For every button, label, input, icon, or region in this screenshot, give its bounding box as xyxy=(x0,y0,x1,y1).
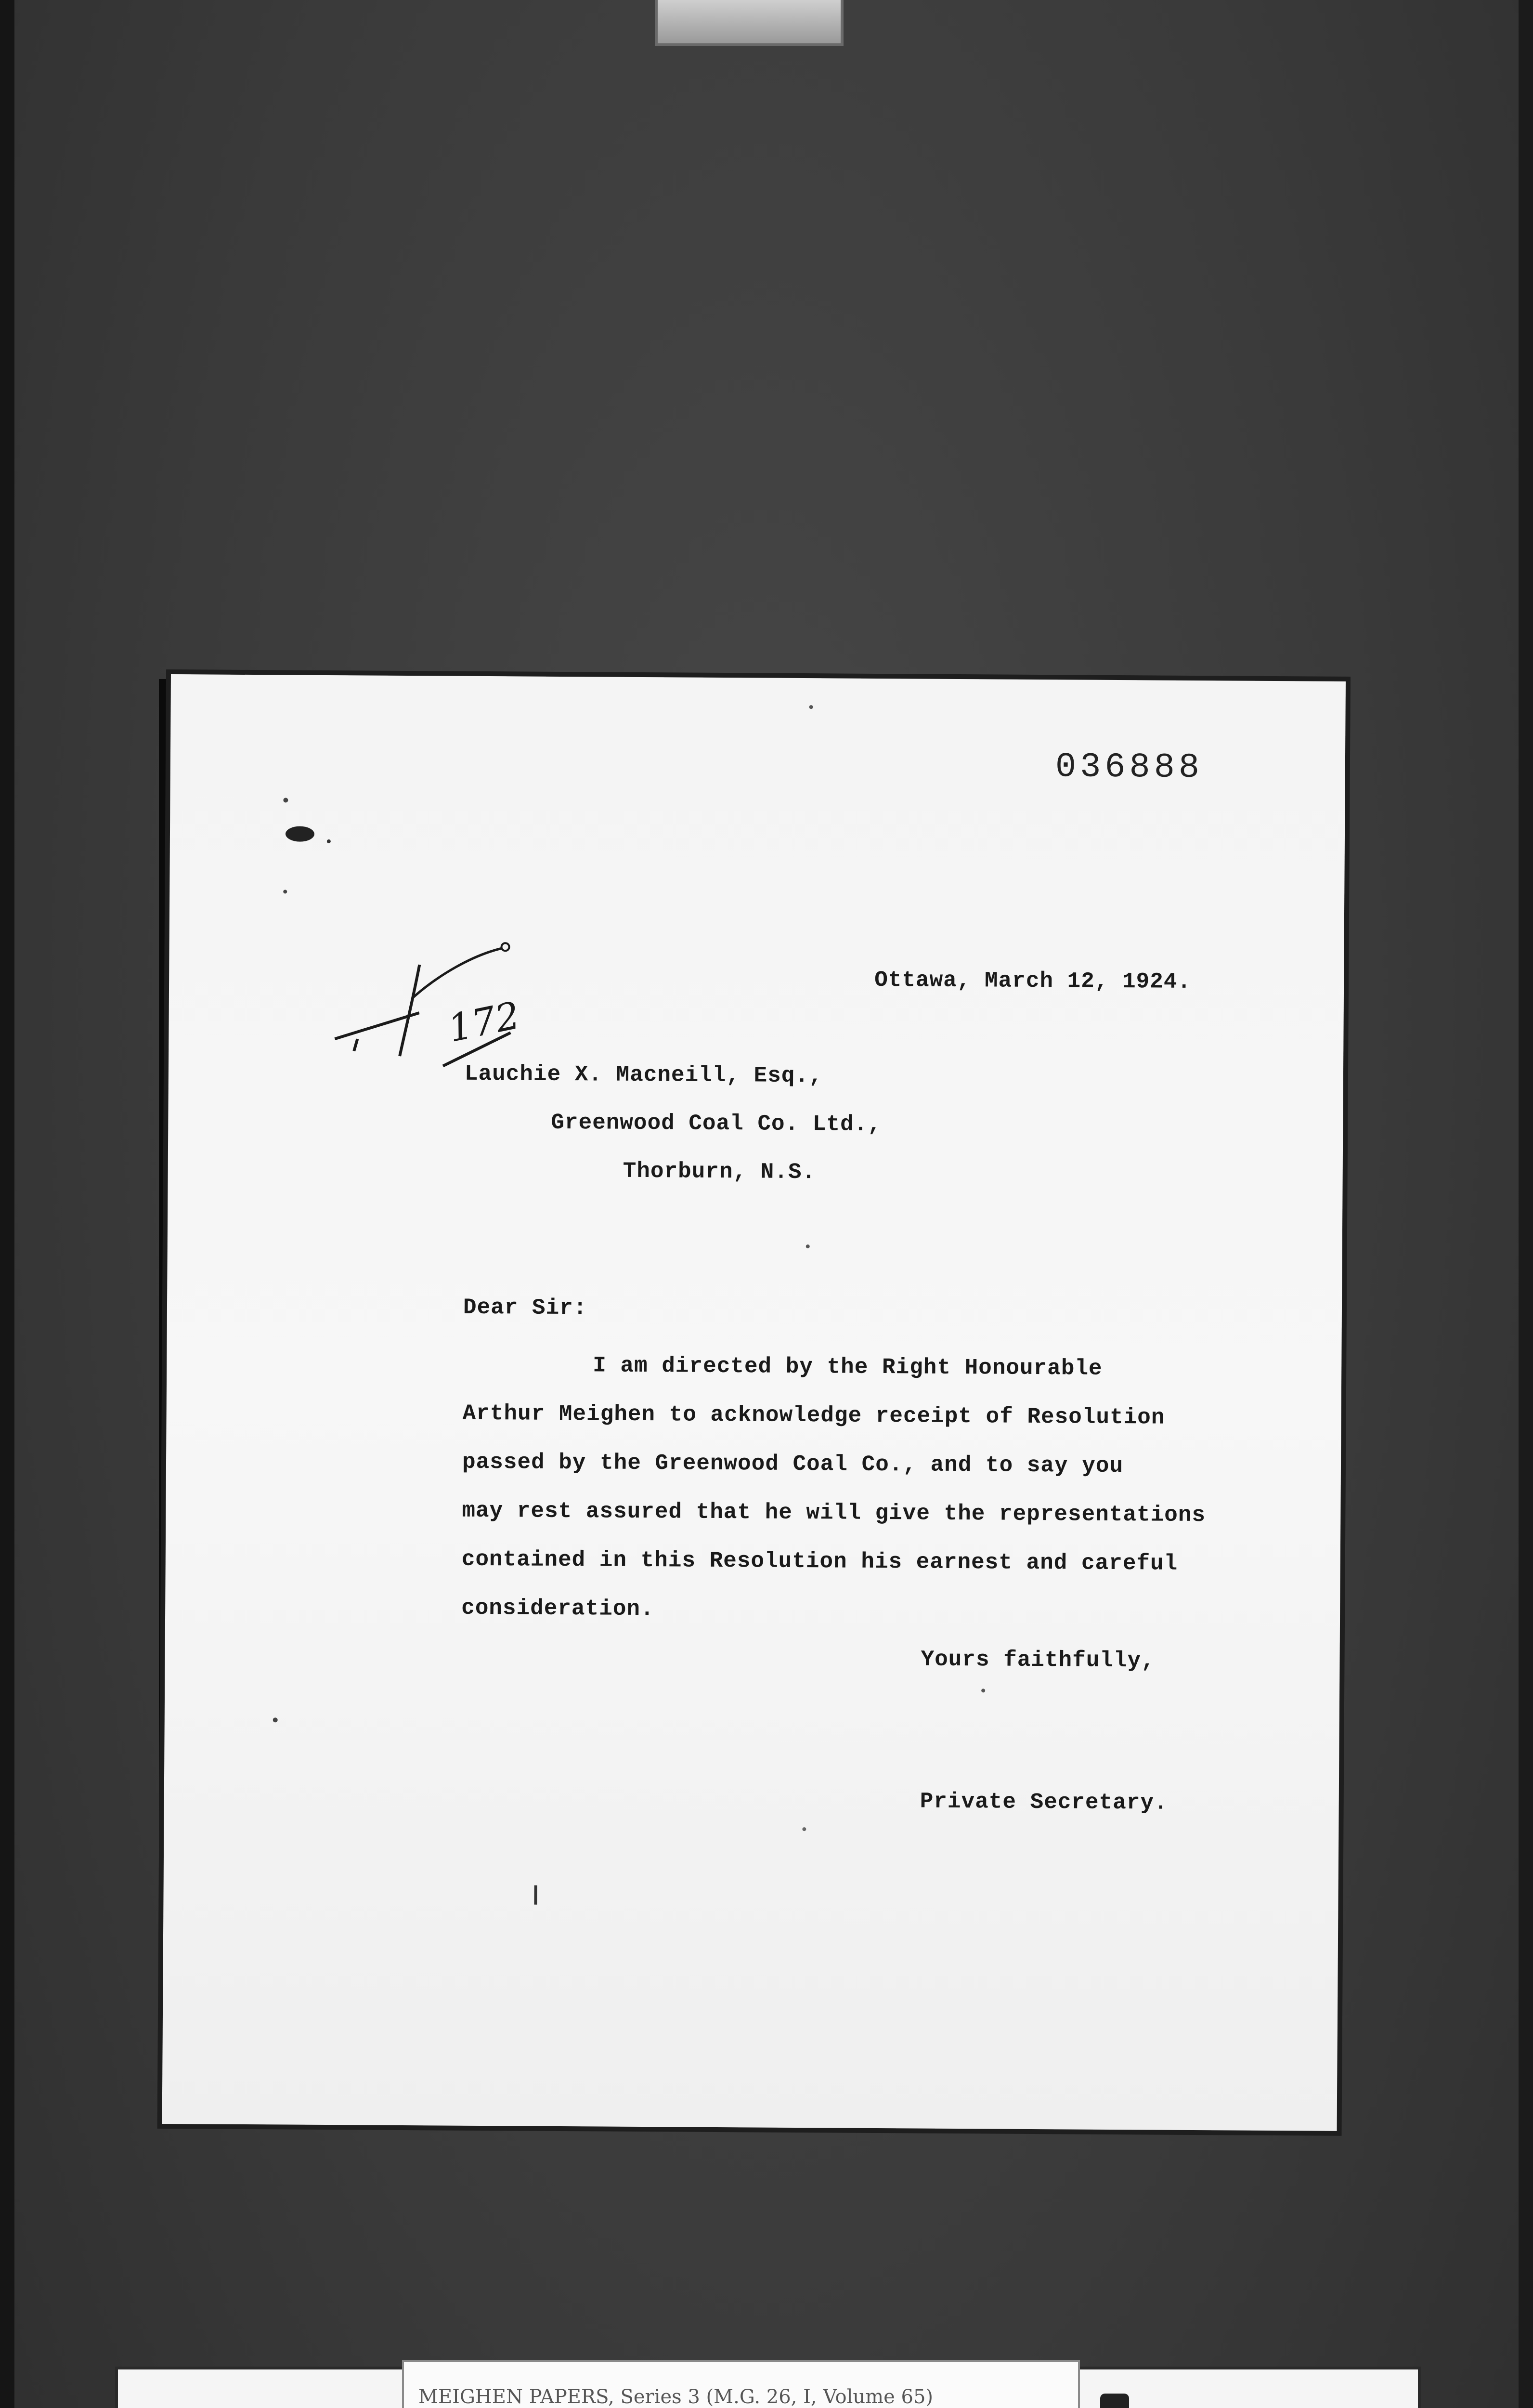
series-reference: MEIGHEN PAPERS, Series 3 (M.G. 26, I, Volume 65) xyxy=(418,2386,934,2408)
recipient-name: Lauchie X. Macneill, Esq., xyxy=(464,1061,823,1089)
handwritten-annotation xyxy=(327,902,569,1072)
recipient-location: Thorburn, N.S. xyxy=(623,1158,816,1185)
letter-date: Ottawa, March 12, 1924. xyxy=(874,967,1192,995)
salutation: Dear Sir: xyxy=(463,1295,587,1321)
recipient-company: Greenwood Coal Co. Ltd., xyxy=(551,1110,882,1138)
signature-line: Private Secretary. xyxy=(920,1789,1168,1816)
letter-body xyxy=(461,1341,1282,1637)
body-line: I am directed by the Right Honourable xyxy=(593,1353,1103,1381)
handwritten-number: 172 xyxy=(444,994,524,1051)
archive-label-card xyxy=(118,2369,1418,2408)
film-edge-left xyxy=(0,0,14,2408)
closing: Yours faithfully, xyxy=(921,1647,1155,1674)
series-tab xyxy=(402,2360,1080,2408)
top-clip xyxy=(655,0,844,46)
body-line: consideration. xyxy=(461,1595,654,1622)
film-edge-right xyxy=(1519,0,1533,2408)
clip-icon xyxy=(1100,2394,1129,2408)
body-line: may rest assured that he will give the representations xyxy=(462,1498,1206,1528)
document-number: 036888 xyxy=(1055,747,1204,788)
body-line: contained in this Resolution his earnest and careful xyxy=(461,1546,1178,1576)
body-line: Arthur Meighen to acknowledge receipt of Resolution xyxy=(462,1400,1165,1430)
letter-sheet xyxy=(162,674,1346,2131)
body-line: passed by the Greenwood Coal Co., and to say you xyxy=(462,1449,1124,1479)
